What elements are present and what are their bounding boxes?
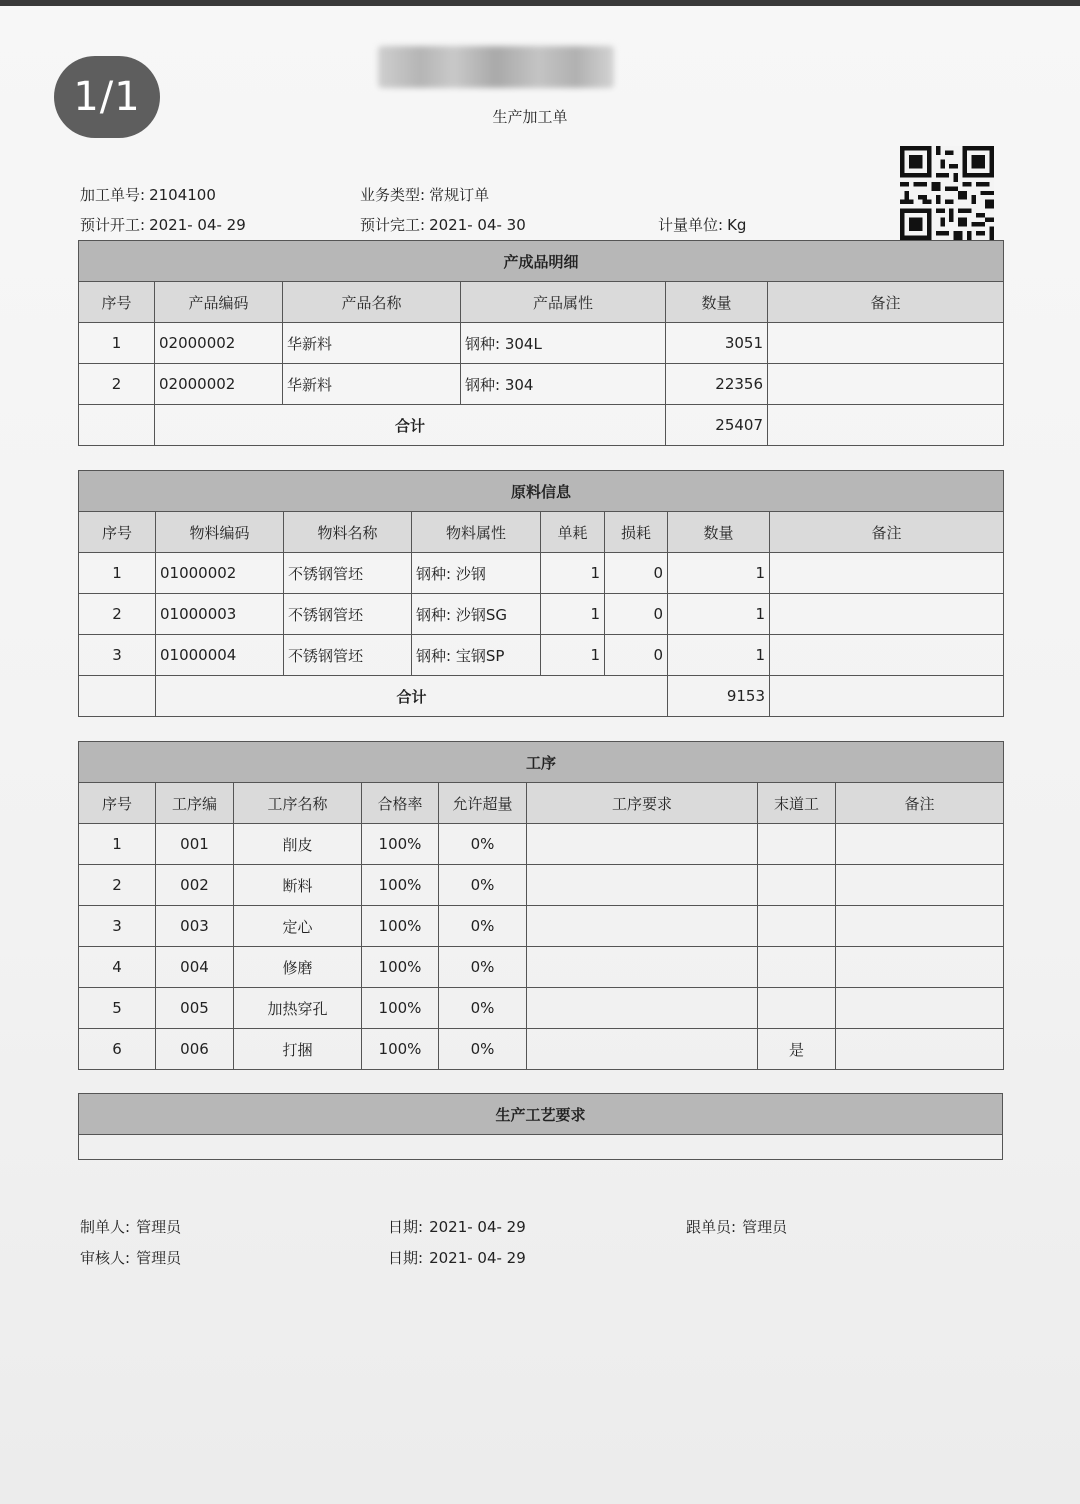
- date1-value: 2021- 04- 29: [429, 1218, 526, 1236]
- processes-header-row: [79, 783, 1004, 824]
- column-header: 产品编码: [155, 282, 283, 323]
- order-no-value: 2104100: [149, 186, 216, 204]
- material-attr: 钢种: 沙钢: [412, 553, 541, 594]
- process-requirement: [527, 947, 758, 988]
- table-row: [79, 635, 1004, 676]
- material-loss: 0: [605, 553, 668, 594]
- column-header: 末道工: [758, 783, 836, 824]
- process-name: 加热穿孔: [234, 988, 362, 1029]
- empty-cell: [768, 405, 1004, 446]
- column-header: 序号: [79, 783, 156, 824]
- product-attr: 钢种: 304L: [461, 323, 666, 364]
- table-row: [79, 824, 1004, 865]
- pass-rate: 100%: [362, 988, 439, 1029]
- craft-content: [79, 1135, 1003, 1160]
- column-header: 产品名称: [283, 282, 461, 323]
- product-code: 02000002: [155, 364, 283, 405]
- column-header: 工序要求: [527, 783, 758, 824]
- column-header: 合格率: [362, 783, 439, 824]
- materials-header-row: [79, 512, 1004, 553]
- product-qty: 3051: [666, 323, 768, 364]
- pass-rate: 100%: [362, 824, 439, 865]
- pass-rate: 100%: [362, 865, 439, 906]
- material-loss: 0: [605, 594, 668, 635]
- material-code: 01000003: [156, 594, 284, 635]
- biz-type-label: 业务类型:: [360, 186, 426, 204]
- document-page: [0, 6, 1080, 1504]
- material-qty: 1: [668, 553, 770, 594]
- row-no: 1: [79, 553, 156, 594]
- process-name: 定心: [234, 906, 362, 947]
- product-attr: 钢种: 304: [461, 364, 666, 405]
- table-row: [79, 865, 1004, 906]
- auditor-value: 管理员: [136, 1249, 182, 1267]
- table-row: [79, 364, 1004, 405]
- total-qty: 25407: [666, 405, 768, 446]
- material-loss: 0: [605, 635, 668, 676]
- date2-field: [388, 1247, 526, 1268]
- material-note: [770, 594, 1004, 635]
- allowed-over: 0%: [439, 824, 527, 865]
- materials-table: [78, 470, 1004, 717]
- process-note: [836, 947, 1004, 988]
- document-title: 生产加工单: [492, 108, 568, 126]
- maker-label: 制单人:: [80, 1218, 131, 1236]
- table-row: [79, 947, 1004, 988]
- total-qty: 9153: [668, 676, 770, 717]
- order-no-field: [80, 184, 216, 205]
- redacted-company-name: [378, 46, 614, 88]
- product-qty: 22356: [666, 364, 768, 405]
- order-no-label: 加工单号:: [80, 186, 146, 204]
- products-header-row: [79, 282, 1004, 323]
- process-code: 005: [156, 988, 234, 1029]
- auditor-field: [80, 1247, 181, 1268]
- materials-section-title: 原料信息: [79, 471, 1004, 512]
- row-no: 6: [79, 1029, 156, 1070]
- material-note: [770, 635, 1004, 676]
- allowed-over: 0%: [439, 988, 527, 1029]
- process-requirement: [527, 1029, 758, 1070]
- products-table: [78, 240, 1004, 446]
- pass-rate: 100%: [362, 906, 439, 947]
- auditor-label: 审核人:: [80, 1249, 131, 1267]
- product-note: [768, 364, 1004, 405]
- process-name: 断料: [234, 865, 362, 906]
- row-no: 2: [79, 364, 155, 405]
- column-header: 产品属性: [461, 282, 666, 323]
- pass-rate: 100%: [362, 947, 439, 988]
- plan-start-value: 2021- 04- 29: [149, 216, 246, 234]
- table-row: [79, 323, 1004, 364]
- table-row: [79, 553, 1004, 594]
- material-unit-use: 1: [541, 553, 605, 594]
- last-process: [758, 865, 836, 906]
- material-qty: 1: [668, 635, 770, 676]
- process-note: [836, 988, 1004, 1029]
- material-unit-use: 1: [541, 635, 605, 676]
- column-header: 物料属性: [412, 512, 541, 553]
- material-code: 01000002: [156, 553, 284, 594]
- craft-section-title: 生产工艺要求: [79, 1094, 1003, 1135]
- column-header: 工序名称: [234, 783, 362, 824]
- products-total-row: [79, 405, 1004, 446]
- material-name: 不锈钢管坯: [284, 553, 412, 594]
- allowed-over: 0%: [439, 1029, 527, 1070]
- process-code: 004: [156, 947, 234, 988]
- process-name: 打捆: [234, 1029, 362, 1070]
- date1-label: 日期:: [388, 1218, 424, 1236]
- row-no: 1: [79, 323, 155, 364]
- process-name: 修磨: [234, 947, 362, 988]
- process-note: [836, 865, 1004, 906]
- total-label: 合计: [156, 676, 668, 717]
- column-header: 备注: [768, 282, 1004, 323]
- process-requirement: [527, 988, 758, 1029]
- column-header: 数量: [668, 512, 770, 553]
- row-no: 2: [79, 865, 156, 906]
- column-header: 单耗: [541, 512, 605, 553]
- qr-code-icon: [900, 146, 994, 240]
- column-header: 数量: [666, 282, 768, 323]
- allowed-over: 0%: [439, 906, 527, 947]
- allowed-over: 0%: [439, 947, 527, 988]
- table-row: [79, 1029, 1004, 1070]
- material-note: [770, 553, 1004, 594]
- last-process: [758, 824, 836, 865]
- maker-field: [80, 1216, 181, 1237]
- process-code: 002: [156, 865, 234, 906]
- product-name: 华新料: [283, 323, 461, 364]
- last-process: [758, 988, 836, 1029]
- product-name: 华新料: [283, 364, 461, 405]
- product-note: [768, 323, 1004, 364]
- last-process: 是: [758, 1029, 836, 1070]
- craft-table: [78, 1093, 1003, 1160]
- material-code: 01000004: [156, 635, 284, 676]
- table-row: [79, 906, 1004, 947]
- row-no: 3: [79, 635, 156, 676]
- row-no: 2: [79, 594, 156, 635]
- process-requirement: [527, 824, 758, 865]
- column-header: 备注: [836, 783, 1004, 824]
- material-qty: 1: [668, 594, 770, 635]
- total-label: 合计: [155, 405, 666, 446]
- row-no: 3: [79, 906, 156, 947]
- processes-section-title: 工序: [79, 742, 1004, 783]
- follower-label: 跟单员:: [686, 1218, 737, 1236]
- column-header: 备注: [770, 512, 1004, 553]
- process-code: 001: [156, 824, 234, 865]
- plan-start-label: 预计开工:: [80, 216, 146, 234]
- processes-table: [78, 741, 1004, 1070]
- last-process: [758, 947, 836, 988]
- column-header: 损耗: [605, 512, 668, 553]
- product-code: 02000002: [155, 323, 283, 364]
- products-section-title: 产成品明细: [79, 241, 1004, 282]
- material-attr: 钢种: 沙钢SG: [412, 594, 541, 635]
- row-no: 5: [79, 988, 156, 1029]
- unit-label: 计量单位:: [658, 216, 724, 234]
- column-header: 物料名称: [284, 512, 412, 553]
- follower-value: 管理员: [742, 1218, 788, 1236]
- process-note: [836, 1029, 1004, 1070]
- maker-value: 管理员: [136, 1218, 182, 1236]
- process-name: 削皮: [234, 824, 362, 865]
- date2-value: 2021- 04- 29: [429, 1249, 526, 1267]
- process-code: 006: [156, 1029, 234, 1070]
- last-process: [758, 906, 836, 947]
- allowed-over: 0%: [439, 865, 527, 906]
- empty-cell: [79, 676, 156, 717]
- material-unit-use: 1: [541, 594, 605, 635]
- follower-field: [686, 1216, 787, 1237]
- row-no: 1: [79, 824, 156, 865]
- biz-type-field: [360, 184, 489, 205]
- material-attr: 钢种: 宝钢SP: [412, 635, 541, 676]
- table-row: [79, 988, 1004, 1029]
- column-header: 允许超量: [439, 783, 527, 824]
- process-note: [836, 824, 1004, 865]
- process-code: 003: [156, 906, 234, 947]
- process-note: [836, 906, 1004, 947]
- empty-cell: [770, 676, 1004, 717]
- empty-cell: [79, 405, 155, 446]
- material-name: 不锈钢管坯: [284, 594, 412, 635]
- plan-end-field: [360, 214, 526, 235]
- table-row: [79, 594, 1004, 635]
- column-header: 序号: [79, 512, 156, 553]
- plan-start-field: [80, 214, 246, 235]
- unit-value: Kg: [727, 216, 747, 234]
- date2-label: 日期:: [388, 1249, 424, 1267]
- biz-type-value: 常规订单: [429, 186, 490, 204]
- material-name: 不锈钢管坯: [284, 635, 412, 676]
- column-header: 物料编码: [156, 512, 284, 553]
- date1-field: [388, 1216, 526, 1237]
- plan-end-value: 2021- 04- 30: [429, 216, 526, 234]
- column-header: 序号: [79, 282, 155, 323]
- page-indicator[interactable]: 1/1: [54, 56, 160, 138]
- unit-field: [658, 214, 746, 235]
- process-requirement: [527, 865, 758, 906]
- materials-total-row: [79, 676, 1004, 717]
- row-no: 4: [79, 947, 156, 988]
- plan-end-label: 预计完工:: [360, 216, 426, 234]
- column-header: 工序编: [156, 783, 234, 824]
- process-requirement: [527, 906, 758, 947]
- pass-rate: 100%: [362, 1029, 439, 1070]
